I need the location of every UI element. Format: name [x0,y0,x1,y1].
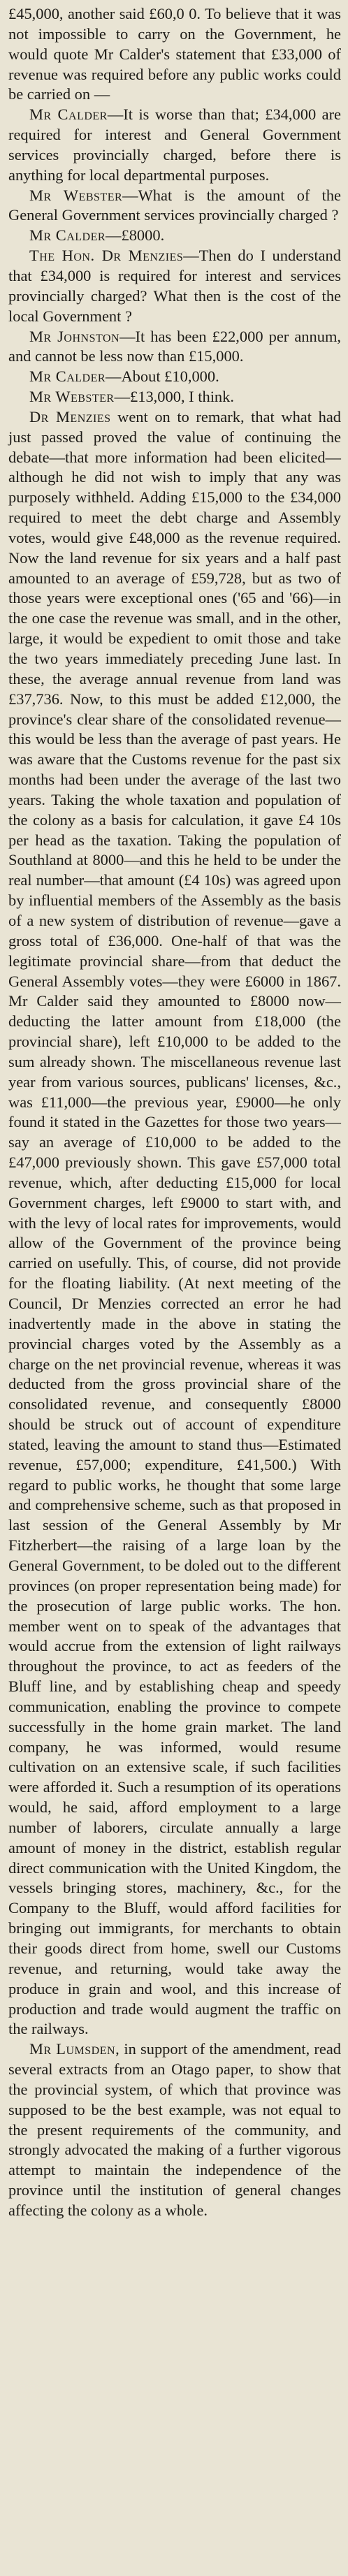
speaker-name: Mr Calder [29,105,108,124]
paragraph-8 [8,387,341,407]
speaker-name: Mr Calder [29,368,106,386]
paragraph-5-text: —Then do I understand that £34,000 is required for interest and services provincially charged? What then is the cost of the local Government ? [8,247,341,325]
paragraph-2 [8,105,341,185]
paragraph-3 [8,186,341,226]
paragraph-1-text: £45,000, another said £60,0 0. To believe that it was not impossible to carry on the Government, he would quote Mr Calder's statement that £33,000 of revenue was required before any public works could be carried on — [8,5,341,103]
paragraph-6-text: —It has been £22,000 per annum, and cannot be less now than £15,000. [8,327,342,365]
speaker-name: Dr Menzies [29,407,111,425]
paragraph-2-text: —It is worse than that; £34,000 are required for interest and General Government services provincially charged, before there is anything for local departmental purposes. [8,105,341,184]
paragraph-5 [8,246,341,326]
paragraph-6 [8,327,341,368]
speaker-name: Mr Webster [29,388,115,406]
paragraph-10-text: in support of the amendment, read several extracts from an Otago paper, to show that the provincial system, of which that province was supposed to be the best example, was not equal to the present requirements of the community, and strongly advocated the making of a further vigorous attempt to maintain the independence of the province until the institution of general changes affecting the colony as a whole. [8,2040,342,2219]
paragraph-4-text: —£8000. [106,226,165,245]
speaker-name: Mr Calder [29,226,106,245]
speaker-name: Mr Webster [29,186,123,204]
paragraph-7-text: —About £10,000. [106,368,219,386]
speaker-name: Mr Johnston [29,327,120,345]
paragraph-7 [8,367,341,387]
paragraph-1 [8,4,341,105]
paragraph-8-text: —£13,000, I think. [114,388,234,406]
paragraph-9 [8,407,341,2039]
paragraph-3-text: —What is the amount of the General Government services provincially charged ? [8,186,341,224]
paragraph-10 [8,2039,341,2221]
paragraph-4 [8,226,341,246]
speaker-name: The Hon. Dr Menzies [29,247,184,265]
speaker-name: Mr Lumsden, [29,2040,120,2058]
paragraph-9-text: went on to remark, that what had just passed proved the value of continuing the debate—that more information had been elicited—although he did not wish to imply that any was purposely withheld. Adding £15,000 to the £34,000 required to meet the debt charge and Assembly votes, would give £48,000 as the revenue required. Now the land revenue for six years and a half past amounted to an average of £59,728, but as two of those years were exceptional ones ('65 and '66)—in the one case the revenue was small, and in the other, large, it would be expedient to omit those and take the two years immediately preceding June last. In these, the average annual revenue from land was £37,736. Now, to this must be added £12,000, the province's clear share of the consolidated revenue—this would be less than the average of past years. He was aware that the Customs revenue for the past six months had been under the average of the last two years. Taking the whole taxation and population of the colony as a basis for calculation, it gave £4 10s per head as the taxation. Taking the population of Southland at 8000—and this he held to be under the real number—that amount (£4 10s) was agreed upon by influential members of the Assembly as the basis of a new system of distribution of revenue—gave a gross total of £36,000. One-half of that was the legitimate provincial share—from that deduct the General Assembly votes—they were £6000 in 1867. Mr Calder said they amounted to £8000 now—deducting the latter amount from £18,000 (the provincial share), left £10,000 to be added to the sum already shown. The miscellaneous revenue last year from various sources, publicans' licenses, &c., was £11,000—the previous year, £9000—he only found it stated in the Gazettes for those two years—say an average of £10,000 to be added to the £47,000 previously shown. This gave £57,000 total revenue, which, after deducting £15,000 for local Government charges, left £9000 to start with, and with the levy of local rates for improvements, would allow of the Government of the province being carried on usefully. This, of course, did not provide for the floating liability. (At next meeting of the Council, Dr Menzies corrected an error he had inadvertently made in the above in stating the provincial charges voted by the Assembly as a charge on the net provincial revenue, whereas it was deducted from the gross provincial share of the consolidated revenue, and consequently £8000 should be struck out of account of expenditure stated, leaving the amount to stand thus—Estimated revenue, £57,000; expenditure, £41,500.) With regard to public works, he thought that some large and comprehensive scheme, such as that proposed in last session of the General Assembly by Mr Fitzherbert—the raising of a large loan by the General Government, to be doled out to the different provinces (on proper representation being made) for the prosecution of large public works. The hon. member went on to speak of the advantages that would accrue from the extension of light railways throughout the province, to act as feeders of the Bluff line, and by establishing cheap and speedy communication, enabling the province to compete successfully in the home grain market. The land company, he was informed, would resume cultivation on an extensive scale, if such facilities were afforded it. Such a resumption of its operations would, he said, afford employment to a large number of laborers, circulate annually a large amount of money in the district, establish regular direct communication with the United Kingdom, the vessels bringing stores, machinery, &c., for the Company to the Bluff, would afford facilities for bringing out immigrants, for merchants to obtain their goods direct from home, swell our Customs revenue, and returning, would take away the produce in grain and wool, and this increase of production and trade would augment the traffic on the railways. [8,407,341,2038]
